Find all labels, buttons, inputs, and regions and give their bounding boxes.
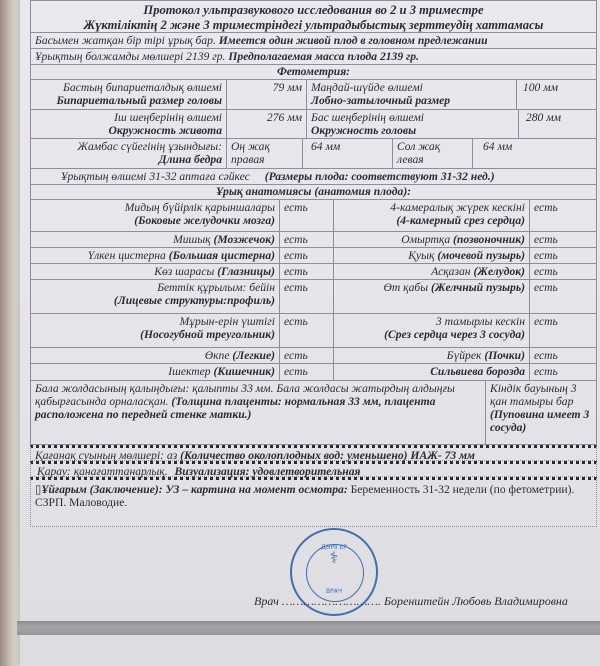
hc-kz: Бас шеңберінің өлшемі <box>311 111 425 124</box>
anatomy-item-ru: (Носогубной треугольник) <box>140 328 275 341</box>
protocol-title <box>30 0 597 33</box>
anatomy-item-ru: (Глазницы) <box>217 265 275 278</box>
anatomy-item-kz: 4-камералық жүрек кескіні <box>390 201 525 214</box>
femur-right-kz: Оң жақ <box>231 140 270 153</box>
anatomy-row <box>30 232 597 248</box>
hc-ru: Окружность головы <box>311 124 417 137</box>
signature-dots: ………………………. <box>281 594 381 608</box>
anatomy-row <box>30 348 597 364</box>
fetometry-header: Фетометрия: <box>30 65 597 80</box>
anatomy-item-kz: Мұрын-ерін үштігі <box>179 315 275 328</box>
stamp-top-text: ДӘРІГЕР <box>321 544 347 551</box>
anatomy-item-ru: (Срез сердца через 3 сосуда) <box>384 328 525 341</box>
conclusion-text: Беременность 31-32 недели (по фетометрии). СЗРП. Маловодие. <box>35 483 575 509</box>
anatomy-item-ru: (Боковые желудочки мозга) <box>134 214 275 227</box>
anatomy-value: есть <box>534 315 558 328</box>
amniotic-ru: (Количество околоплодных вод: уменьшено) ИАЖ- 73 мм <box>180 449 475 462</box>
anatomy-item-ru: Сильвиева борозда <box>334 364 530 380</box>
placenta-text <box>31 381 486 444</box>
anatomy-row <box>30 248 597 264</box>
visualization-kz: Қарау: қанағаттанарлық. <box>37 465 168 478</box>
anatomy-value: есть <box>534 281 558 294</box>
anatomy-item-kz: Бүйрек <box>446 349 482 362</box>
anatomy-item-kz: Мидың бүйірлік қарыншалары <box>124 201 275 214</box>
anatomy-value: есть <box>534 249 558 262</box>
signature-line <box>254 594 568 609</box>
ac-kz: Іш шеңберінің өлшемі <box>114 111 222 124</box>
anatomy-item-kz: 3 тамырлы кескін <box>435 315 525 328</box>
anatomy-value: есть <box>280 200 334 231</box>
anatomy-item-kz: Ішектер <box>168 365 211 378</box>
bpd-value: 79 мм <box>227 80 307 109</box>
anatomy-item-kz: Қуық <box>408 249 435 262</box>
femur-left-ru: левая <box>397 153 424 166</box>
ofd-kz: Маңдай-шүйде өлшемі <box>311 81 423 94</box>
anatomy-row <box>30 364 597 381</box>
anatomy-value: есть <box>280 232 334 247</box>
anatomy-item-kz: Мишық <box>173 233 211 246</box>
anatomy-value: есть <box>534 201 558 214</box>
fetometry-conclusion-kz: Ұрықтың өлшемі 31-32 аптаға сәйкес <box>61 170 250 183</box>
anatomy-value: есть <box>534 265 558 278</box>
anatomy-value: есть <box>280 248 334 263</box>
femur-left-kz: Сол жақ <box>397 140 441 153</box>
footer-bar <box>17 621 600 635</box>
bpd-kz: Бастың бипариеталдық өлшемі <box>63 81 222 94</box>
presentation-row <box>30 33 597 49</box>
fetometry-row-2 <box>30 110 597 139</box>
femur-left-value: 64 мм <box>483 140 513 153</box>
title-ru: Протокол ультразвукового исследования во 2 и 3 триместре <box>143 3 484 17</box>
femur-right-value: 64 мм <box>303 139 393 168</box>
bpd-ru: Бипариетальный размер головы <box>56 94 222 107</box>
visualization-ru: Визуализация: удовлетворительная <box>174 465 361 478</box>
anatomy-item-kz: Үлкен цистерна <box>87 249 166 262</box>
ac-ru: Окружность живота <box>108 124 222 137</box>
femur-right-ru: правая <box>231 153 265 166</box>
fetometry-conclusion-ru: (Размеры плода: соответствуют 31-32 нед.) <box>264 170 495 183</box>
anatomy-item-ru: (Кишечник) <box>213 365 275 378</box>
femur-left-label <box>393 139 473 168</box>
ultrasound-protocol <box>30 0 597 527</box>
femur-label <box>31 139 227 168</box>
anatomy-item-ru: (мочевой пузырь) <box>437 249 525 262</box>
anatomy-item-kz: Көз шарасы <box>154 265 215 278</box>
anatomy-value: есть <box>534 365 558 378</box>
title-kz: Жүктіліктің 2 және 3 триместріндегі ультрадыбыстық зерттеудің хаттамасы <box>83 18 544 32</box>
cord-kz: Кіндік бауының 3 қан тамыры бар <box>490 382 577 408</box>
weight-kz: Ұрықтың болжамды мөлшері 2139 гр. <box>35 50 226 63</box>
femur-ru: Длина бедра <box>158 153 222 166</box>
anatomy-row <box>30 264 597 280</box>
presentation-ru: Имеется один живой плод в головном предлежании <box>218 34 488 47</box>
anatomy-value: есть <box>280 264 334 279</box>
anatomy-item-kz: Өкпе <box>204 349 230 362</box>
anatomy-value: есть <box>280 348 334 363</box>
presentation-kz: Басымен жатқан бір тірі ұрық бар. <box>35 34 216 47</box>
anatomy-item-kz: Асқазан <box>431 265 471 278</box>
anatomy-item-kz: Беттік құрылым: бейін <box>157 281 275 294</box>
placenta-row <box>30 381 597 445</box>
anatomy-item-ru: (Большая цистерна) <box>168 249 275 262</box>
ac-value: 276 мм <box>227 110 307 138</box>
weight-ru: Предполагаемая масса плода 2139 гр. <box>228 50 420 63</box>
conclusion-label: ▯Ұйғарым (Заключение): УЗ – картина на момент осмотра: <box>35 483 348 496</box>
fetometry-row-1 <box>30 80 597 110</box>
femur-row <box>30 139 597 169</box>
anatomy-row <box>30 200 597 232</box>
anatomy-item-ru: (4-камерный срез сердца) <box>396 214 525 227</box>
weight-row <box>30 49 597 65</box>
ofd-label <box>307 80 517 109</box>
ofd-value: 100 мм <box>522 81 558 94</box>
anatomy-item-ru: (позвоночник) <box>453 233 525 246</box>
anatomy-value: есть <box>280 364 334 380</box>
anatomy-item-ru: (Мозжечок) <box>213 233 275 246</box>
anatomy-item-ru: (Желчный пузырь) <box>430 281 525 294</box>
bpd-label <box>31 80 227 109</box>
anatomy-header: Ұрық анатомиясы (анатомия плода): <box>30 185 597 200</box>
ofd-ru: Лобно-затылочный размер <box>311 94 451 107</box>
anatomy-value: есть <box>534 233 558 246</box>
amniotic-kz: Қағанақ суының мөлшері: аз <box>35 449 178 462</box>
doctor-name: Боренштейн Любовь Владимировна <box>383 594 568 608</box>
caduceus-icon: ⚕ <box>329 548 339 567</box>
placenta-kz: Бала жолдасының қалыңдығы: қалыпты 33 мм. Бала жолдасы жатырдың алдыңғы қабырғасында орналасқан. <box>35 382 455 408</box>
anatomy-item-ru: (Лицевые структуры:профиль) <box>113 294 275 307</box>
anatomy-item-ru: (Легкие) <box>232 349 275 362</box>
stamp-bottom-text: ВРАЧ <box>326 588 342 595</box>
placenta-ru: (Толщина плаценты: нормальная 33 мм, плацента расположена по передней стенке матки.) <box>35 395 436 421</box>
hc-value: 280 мм <box>525 111 561 124</box>
visualization-row <box>30 461 597 477</box>
anatomy-table <box>30 200 597 381</box>
anatomy-value: есть <box>280 314 334 347</box>
signature-role: Врач <box>254 594 279 608</box>
amniotic-row <box>30 445 597 461</box>
ac-label <box>31 110 227 138</box>
hc-label <box>307 110 519 138</box>
cord-ru: (Пуповина имеет 3 сосуда) <box>490 408 590 434</box>
anatomy-item-ru: (Желудок) <box>473 265 525 278</box>
anatomy-item-kz: Омыртқа <box>401 233 451 246</box>
femur-right-label <box>227 139 303 168</box>
anatomy-item-ru: (Почки) <box>484 349 525 362</box>
conclusion-row <box>30 477 597 527</box>
fetometry-conclusion <box>30 169 597 185</box>
femur-kz: Жамбас сүйегінің ұзындығы: <box>77 140 222 153</box>
anatomy-value: есть <box>534 349 558 362</box>
anatomy-row <box>30 280 597 314</box>
umbilical-cord <box>486 381 596 444</box>
anatomy-row <box>30 314 597 348</box>
anatomy-item-kz: Өт қабы <box>383 281 429 294</box>
anatomy-value: есть <box>280 280 334 313</box>
